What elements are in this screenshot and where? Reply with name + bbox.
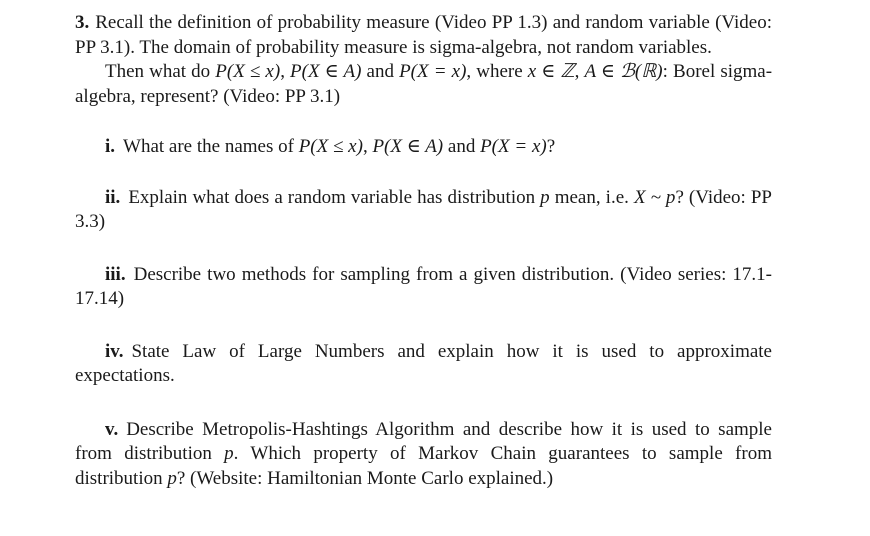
question-text-before: Then what do <box>105 61 216 82</box>
problem-question <box>75 60 772 109</box>
item-iv <box>75 340 772 389</box>
item-text: ? (Website: Hamiltonian Monte Carlo explained.) <box>176 467 554 489</box>
separator: , where <box>466 61 528 82</box>
item-text: What are the names of <box>123 136 299 157</box>
item-text: Describe Metropolis-Hashtings Algorithm and describe how it is used to sample from distribution <box>75 418 772 464</box>
item-text: ? <box>546 136 556 157</box>
math-set-probability: P(X ∈ A) <box>290 61 362 82</box>
math-integers: x ∈ ℤ <box>527 61 575 82</box>
item-label: ii. <box>105 186 121 208</box>
separator: , <box>362 136 373 157</box>
math-expression: P(X ≤ x) <box>298 136 363 157</box>
item-label: v. <box>105 418 119 440</box>
item-text: Describe two methods for sampling from a given distribution. (Video series: 17.1- 17.14) <box>75 263 772 309</box>
math-pmf: P(X = x) <box>399 61 467 82</box>
item-text: State Law of Large Numbers and explain how it is used to approximate expectations. <box>75 340 772 386</box>
problem-document <box>75 11 772 491</box>
item-label: iv. <box>105 340 124 362</box>
item-i <box>75 135 772 160</box>
separator: , <box>574 61 585 82</box>
item-text: ? (Video: PP 3.3) <box>75 186 773 232</box>
item-text: mean, i.e. <box>549 186 634 208</box>
math-expression: P(X = x) <box>480 136 547 157</box>
math-expression: P(X ∈ A) <box>372 136 444 157</box>
problem-intro-text: Recall the definition of probability measure (Video PP 1.3) and random variable (Video: PP 3.1). The domain of probability measure is sigma-algebra, not random variables. <box>75 12 772 58</box>
item-label: iii. <box>105 263 126 285</box>
item-text: . Which property of Markov Chain guarantees to sample from distribution <box>75 443 772 489</box>
problem-intro <box>75 11 772 60</box>
item-text: Explain what does a random variable has distribution <box>128 186 541 208</box>
math-expression: X ~ p <box>633 186 676 208</box>
item-iii <box>75 263 772 312</box>
item-ii <box>75 186 772 235</box>
math-borel: A ∈ ℬ(ℝ) <box>584 61 663 82</box>
math-cdf: P(X ≤ x) <box>215 61 281 82</box>
math-expression: p <box>167 467 177 489</box>
separator: , <box>280 61 291 82</box>
separator: and <box>361 61 400 82</box>
problem-number: 3. <box>75 12 90 33</box>
math-expression: p <box>224 443 234 464</box>
question-text-after: : Borel sigma- algebra, represent? (Video: PP 3.1) <box>75 61 773 107</box>
separator: and <box>443 136 481 157</box>
math-expression: p <box>540 186 550 208</box>
item-label: i. <box>105 136 116 157</box>
item-v <box>75 418 772 492</box>
